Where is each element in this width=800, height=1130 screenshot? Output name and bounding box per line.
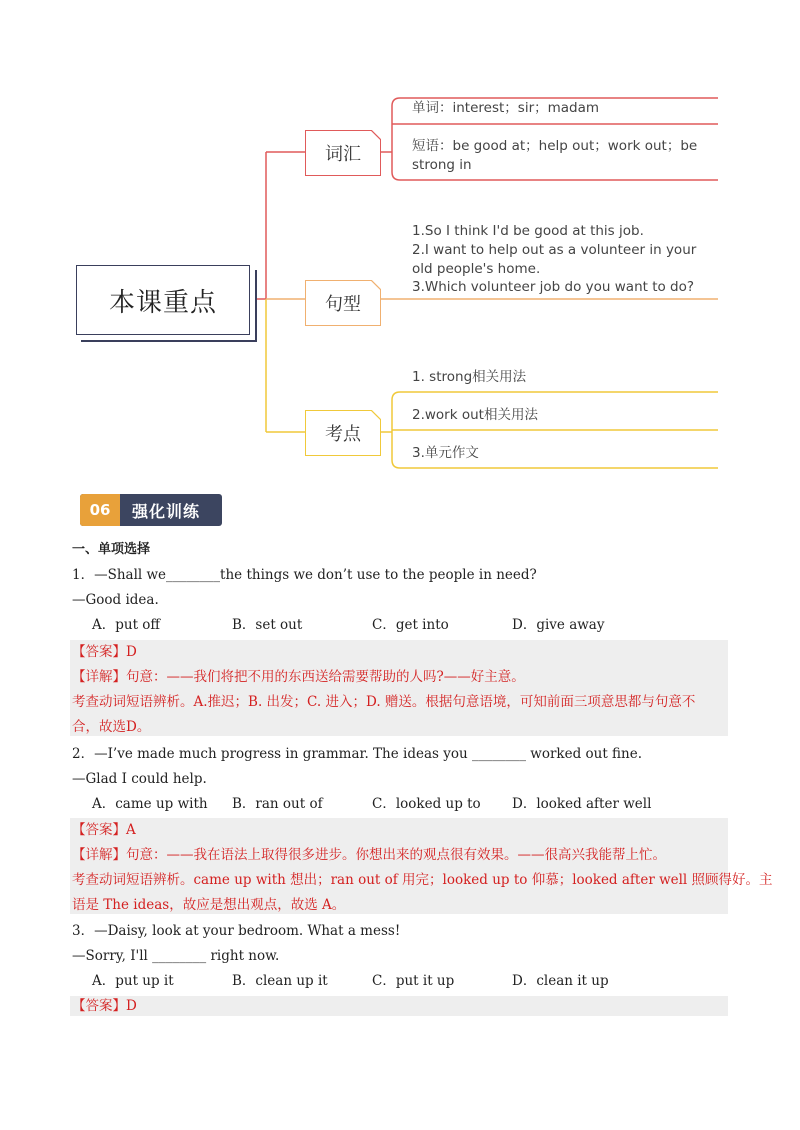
folded-corner-icon xyxy=(371,410,381,420)
explanation-line: 合，故选D。 xyxy=(72,719,151,735)
answer-label: 【答案】A xyxy=(72,822,136,838)
option: C．put it up xyxy=(372,973,455,989)
point-item: 1. strong相关用法 xyxy=(412,369,527,385)
option: A．came up with xyxy=(92,796,208,812)
sentence-item: 2.I want to help out as a volunteer in your old people's home. xyxy=(412,242,697,277)
folded-corner-icon xyxy=(371,130,381,140)
node-label: 考点 xyxy=(325,424,361,445)
explanation-line: 【详解】句意：——我在语法上取得很多进步。你想出来的观点很有效果。——很高兴我能帮上忙。 xyxy=(72,847,666,863)
mindmap-node-sentence xyxy=(305,280,381,326)
option: C．get into xyxy=(372,617,449,633)
sentence-item: 3.Which volunteer job do you want to do? xyxy=(412,279,695,295)
vocab-phrases: 短语：be good at；help out；work out；be strong in xyxy=(412,138,698,173)
option: B．set out xyxy=(232,617,303,633)
option: B．ran out of xyxy=(232,796,323,812)
question-stem: 2．—I’ve made much progress in grammar. The ideas you ________ worked out fine. xyxy=(72,746,643,762)
answer-label: 【答案】D xyxy=(72,644,137,660)
node-label: 句型 xyxy=(325,294,361,315)
answer-label: 【答案】D xyxy=(72,998,137,1014)
section-badge xyxy=(80,494,222,526)
mindmap-root: 本课重点 xyxy=(76,265,250,335)
sentence-item: 1.So I think I'd be good at this job. xyxy=(412,223,644,239)
question-stem: —Good idea. xyxy=(72,592,159,608)
answer-block xyxy=(70,640,728,736)
option: D．looked after well xyxy=(512,796,652,812)
point-item: 2.work out相关用法 xyxy=(412,407,538,423)
question-stem: 3．—Daisy, look at your bedroom. What a mess! xyxy=(72,923,401,939)
option: B．clean up it xyxy=(232,973,328,989)
mindmap-connectors xyxy=(0,0,800,480)
option: A．put off xyxy=(92,617,161,633)
options-row xyxy=(92,795,652,813)
option: C．looked up to xyxy=(372,796,481,812)
node-label: 词汇 xyxy=(325,144,361,165)
section-heading: 一、单项选择 xyxy=(72,542,151,557)
options-row xyxy=(92,616,652,634)
option: A．put up it xyxy=(92,973,174,989)
options-row xyxy=(92,972,652,990)
question-stem: 1．—Shall we________the things we don’t use to the people in need? xyxy=(72,567,537,583)
mindmap-node-point xyxy=(305,410,381,456)
explanation-line: 语是 The ideas，故应是想出观点，故选 A。 xyxy=(72,897,346,913)
explanation-line: 考查动词短语辨析。A.推迟；B. 出发；C. 进入；D. 赠送。根据句意语境，可知前面三项意思都与句意不 xyxy=(72,694,696,710)
explanation-line: 【详解】句意：——我们将把不用的东西送给需要帮助的人吗?——好主意。 xyxy=(72,669,525,685)
folded-corner-icon xyxy=(371,280,381,290)
question-stem: —Sorry, I'll ________ right now. xyxy=(72,948,280,964)
vocab-words: 单词：interest；sir；madam xyxy=(412,100,600,116)
section-number: 06 xyxy=(80,494,120,526)
answer-block xyxy=(70,996,728,1016)
option: D．clean it up xyxy=(512,973,609,989)
option: D．give away xyxy=(512,617,605,633)
section-title: 强化训练 xyxy=(132,501,201,521)
explanation-line: 考查动词短语辨析。came up with 想出；ran out of 用完；looked up to 仰慕；looked after well 照顾得好。主 xyxy=(72,872,773,888)
mindmap-node-vocab xyxy=(305,130,381,176)
point-item: 3.单元作文 xyxy=(412,445,479,461)
question-stem: —Glad I could help. xyxy=(72,771,207,787)
